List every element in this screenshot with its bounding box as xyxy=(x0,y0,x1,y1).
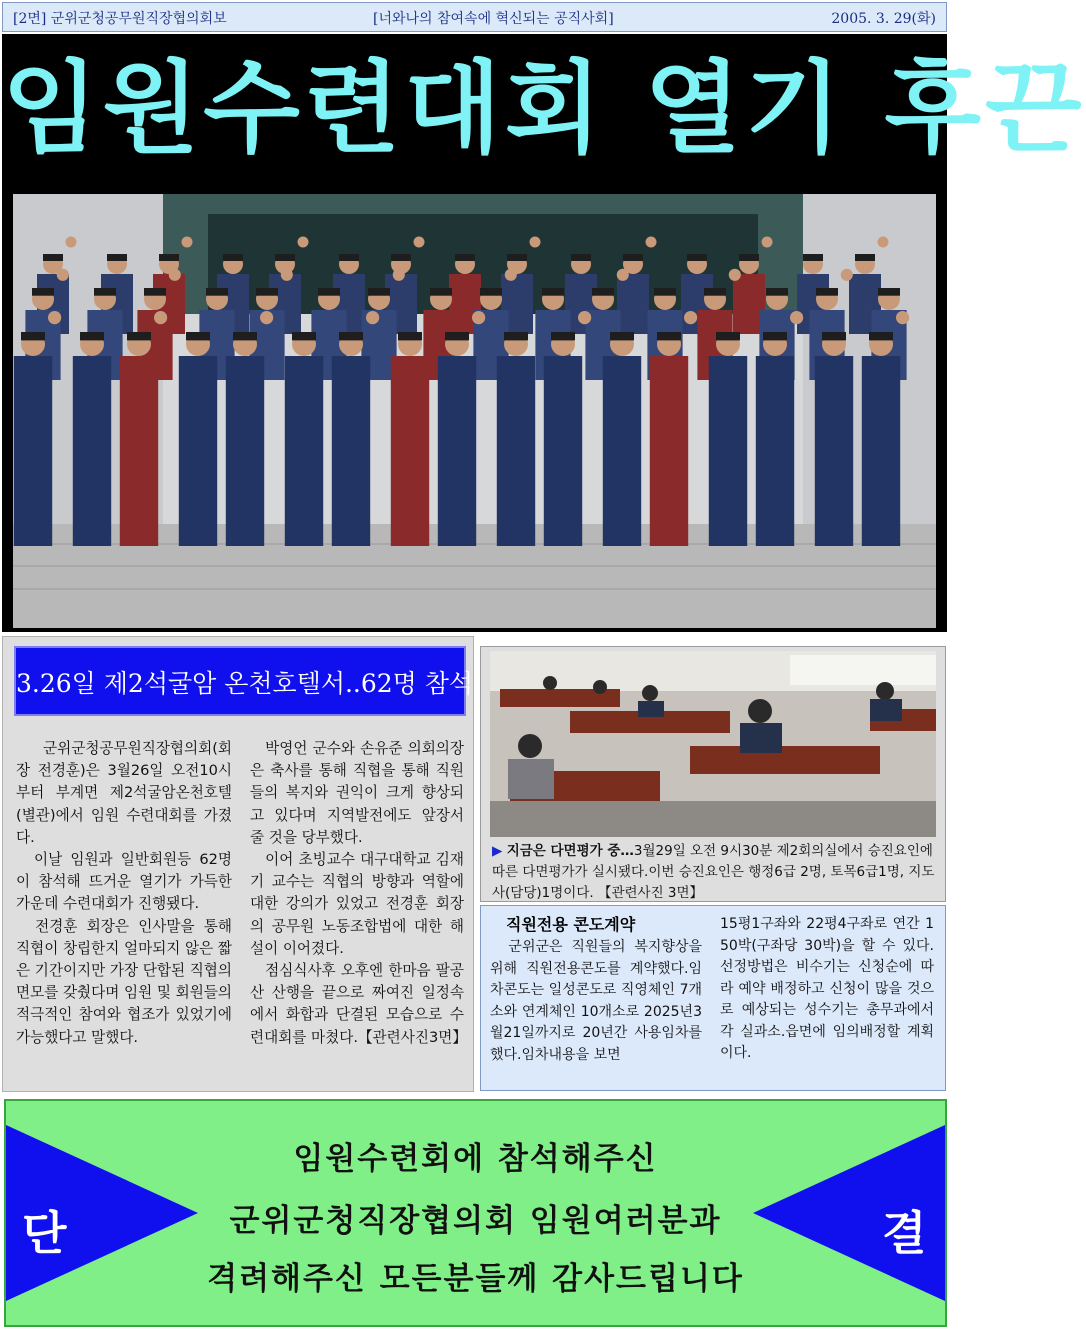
banner-line-2: 군위군청직장협의회 임원여러분과 xyxy=(229,1203,722,1239)
condo-column-2: 15평1구좌와 22평4구좌로 연간 150박(구좌당 30박)을 할 수 있다.선정방법은 비수기는 신청순에 따라 예약 배정하고 신청이 많을 것으로 예상되는 성수기는 총무과에서 각 실과소.읍면에 임의배정할 계획이다. xyxy=(720,916,934,1061)
caption-arrow-icon: ▶ xyxy=(492,843,503,859)
article-column-2 xyxy=(250,738,467,1049)
headline: 임원수련대회 열기 후끈 xyxy=(2,50,1086,167)
article-column-1 xyxy=(16,738,232,1049)
page-header xyxy=(2,2,947,32)
header-date: 2005. 3. 29(화) xyxy=(831,11,936,27)
condo-title: 직원전용 콘도계약 xyxy=(506,915,636,934)
evaluation-photo xyxy=(490,651,936,837)
sub-headline: 3.26일 제2석굴암 온천호텔서..62명 참석 xyxy=(16,669,474,698)
headline-box xyxy=(2,34,1086,190)
group-photo-illustration xyxy=(13,194,936,628)
header-slogan: [너와나의 참여속에 혁신되는 공직사회] xyxy=(373,11,614,27)
sub-headline-box xyxy=(14,646,474,716)
article-text-1: 군위군청공무원직장협의회(회장 전경훈)은 3월26일 오전10시부터 부계면 제2석굴암온천호텔(별관)에서 임원 수련대회를 가졌다. 이날 임원과 일반회원등 62명이 참석해 뜨거운 열기가 가득한 가운데 수련대회가 진행됐다. 전경훈 회장은 인사말을 통해 직협이 창립한지 얼마되지 않은 짧은 기간이지만 가장 단합된 직협의 면모를 갖췄다며 임원 및 회원들의 적극적인 참여와 협조가 있었기에 가능했다고 말했다. xyxy=(16,740,232,1046)
photo-caption xyxy=(492,841,938,904)
header-issue-title: [2면] 군위군청공무원직장협의회보 xyxy=(13,11,227,27)
banner-line-1: 임원수련회에 참석해주신 xyxy=(293,1141,658,1177)
thanks-banner xyxy=(4,1099,947,1327)
banner-left-char: 단 xyxy=(22,1206,67,1260)
main-group-photo xyxy=(2,190,947,632)
article-text-2: 박영언 군수와 손유준 의회의장은 축사를 통해 직협을 통해 직원들의 복지와 권익이 크게 향상되고 있다며 지역발전에도 앞장서 줄 것을 당부했다. 이어 초빙교수 대구대학교 김재기 교수는 직협의 방향과 역할에 대한 강의가 있었고 전경훈 회장의 공무원 노동조합법에 대한 해설이 이어졌다. 점심식사후 오후엔 한마음 팔공산 산행을 끝으로 짜여진 일정속에서 화합과 단결된 모습으로 수련대회를 마쳤다.【관련사진3면】 xyxy=(250,740,467,1046)
caption-text: 3월29일 오전 9시30분 제2회의실에서 승진요인에 따른 다면평가가 실시됐다.이번 승진요인은 행정6급 2명, 토목6급1명, 지도사(담당)1명이다. 【관련사진 3면】 xyxy=(492,843,935,901)
condo-column-1: 군위군은 직원들의 복지향상을 위해 직원전용콘도를 계약했다.임차콘도는 일성콘도로 직영체인 7개소와 연계체인 10개소로 2025년3월21일까지로 20년간 사용임차를 했다.임차내용을 보면 xyxy=(490,939,702,1063)
banner-right-char: 결 xyxy=(882,1206,927,1260)
banner-line-3: 격려해주신 모든분들께 감사드립니다 xyxy=(207,1261,744,1297)
caption-title: 지금은 다면평가 중… xyxy=(506,843,634,859)
